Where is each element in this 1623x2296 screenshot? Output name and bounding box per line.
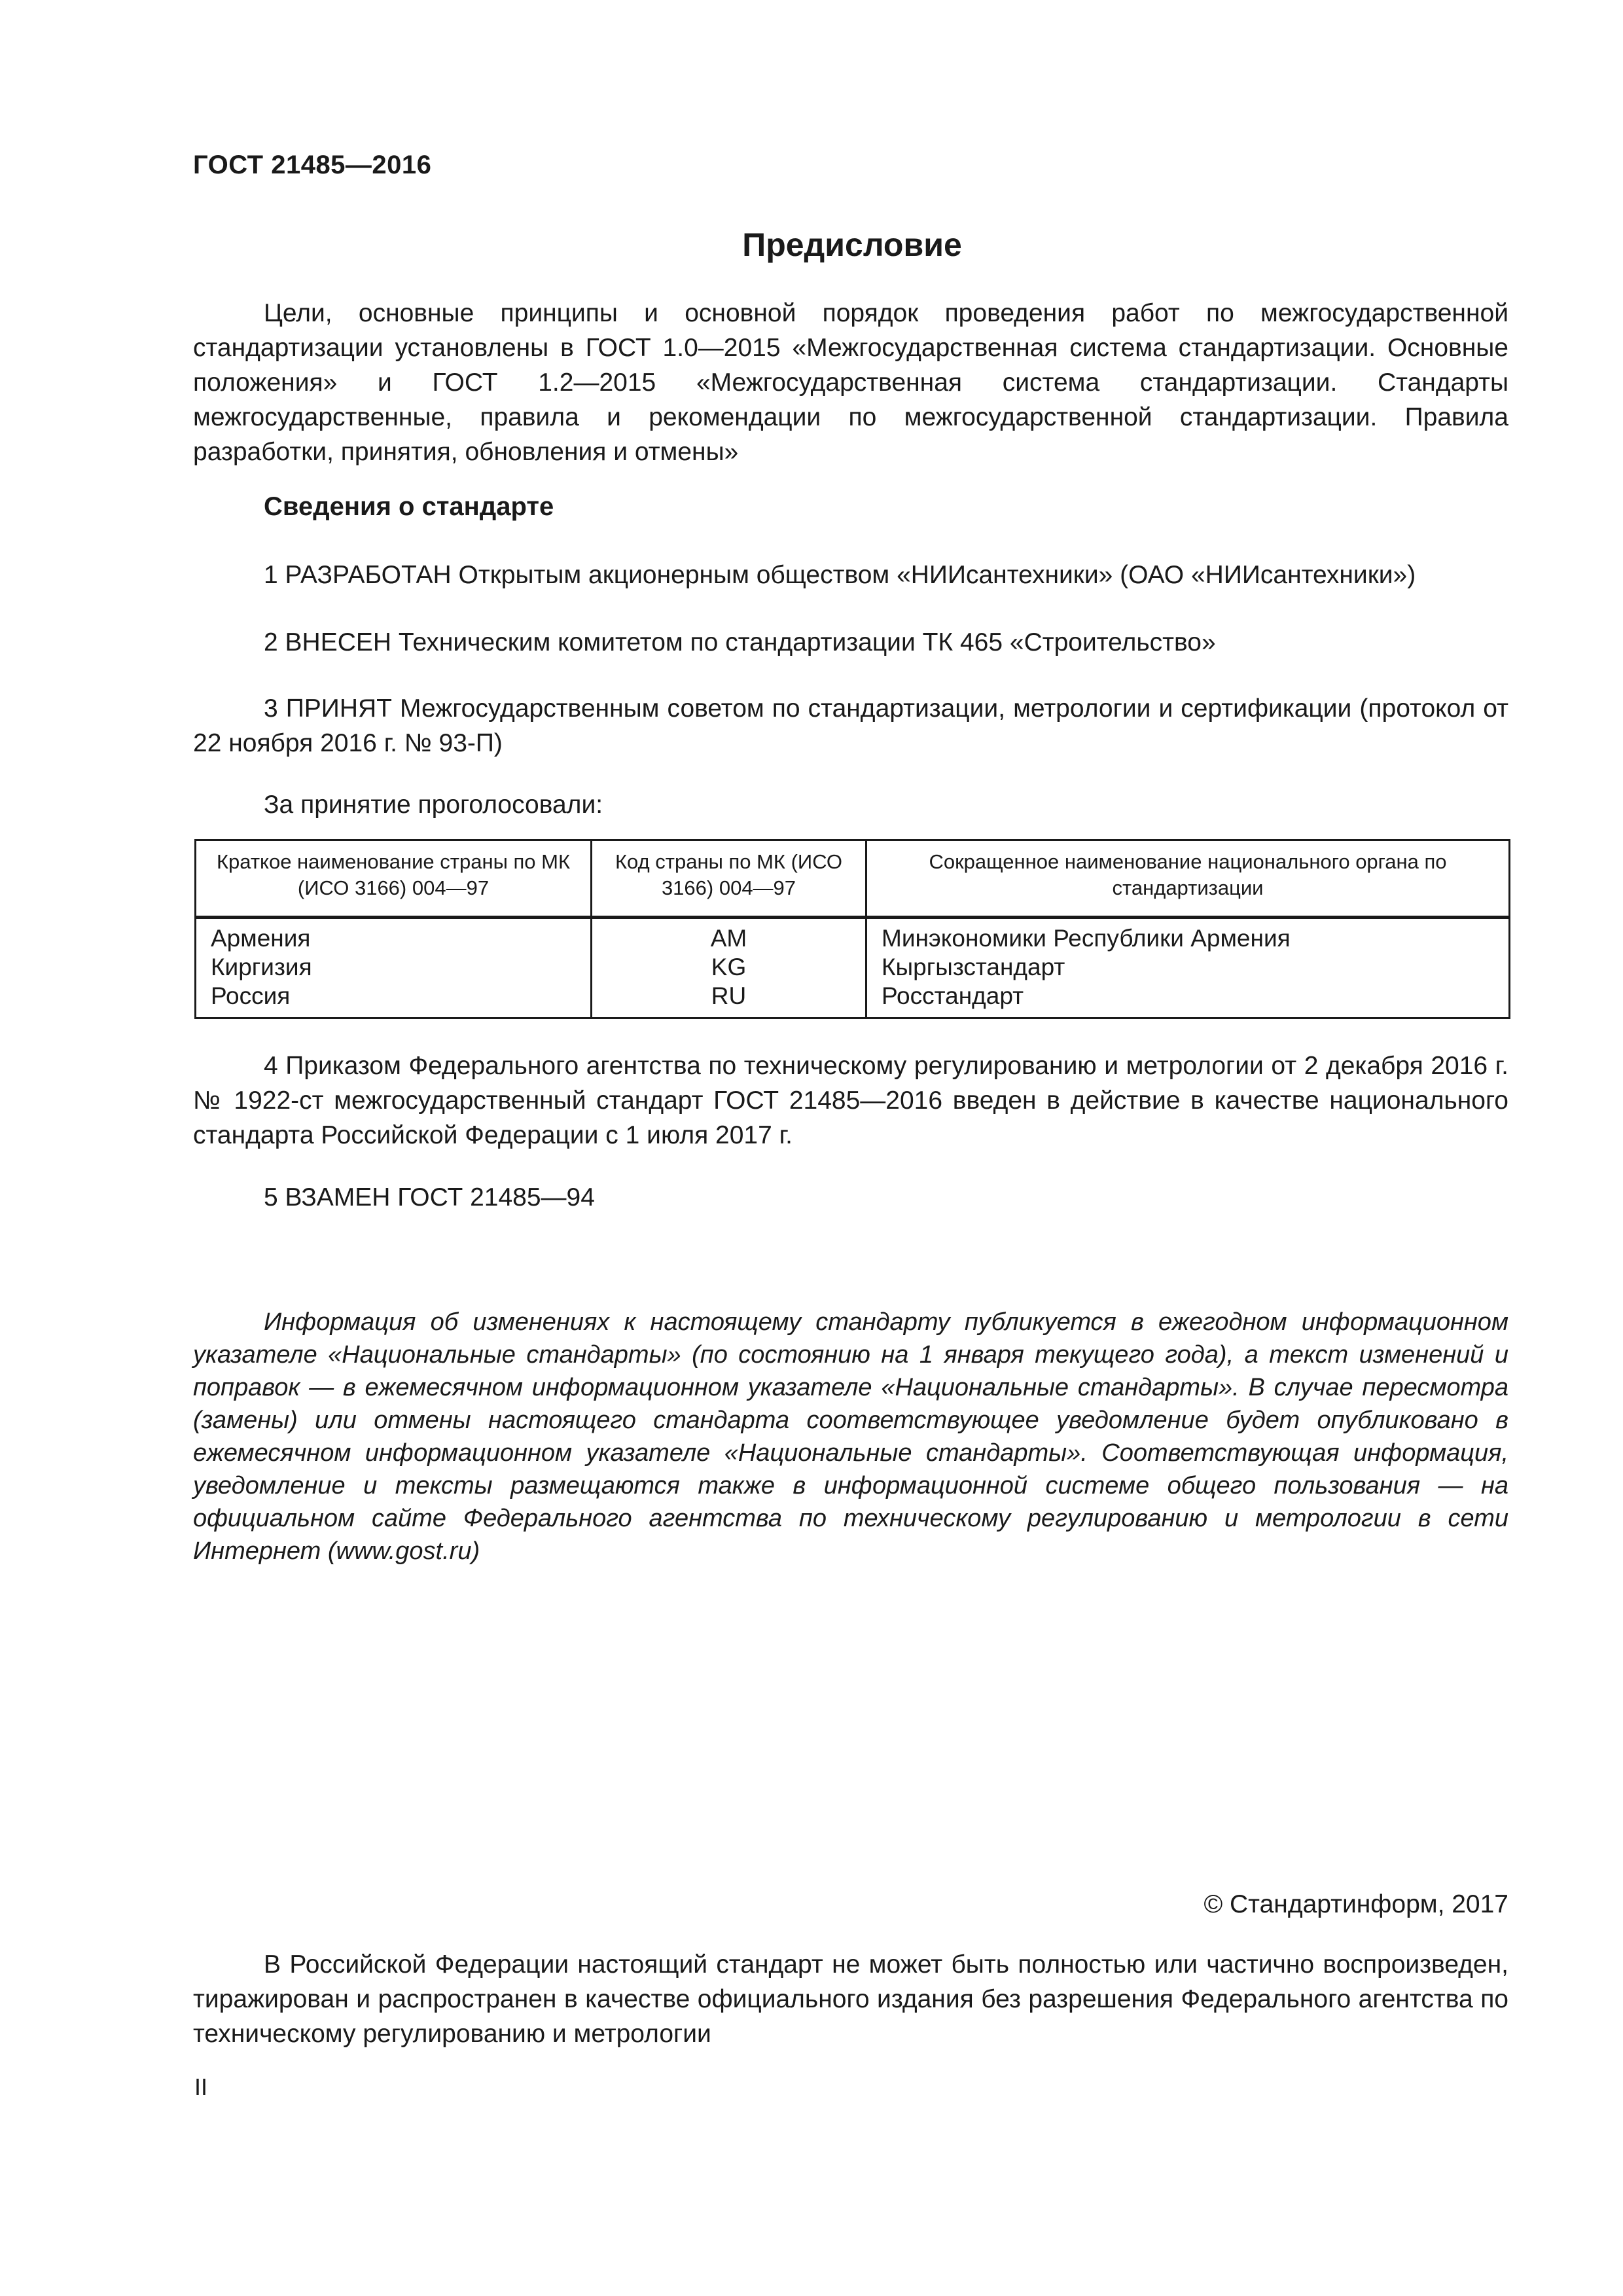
item-developed: 1 РАЗРАБОТАН Открытым акционерным обществом «НИИсантехники» (ОАО «НИИсантехники») — [264, 561, 1416, 589]
vote-label: За принятие проголосовали: — [264, 791, 603, 819]
code-cell — [592, 918, 866, 1018]
page-title: Предисловие — [742, 226, 962, 263]
voting-countries-table — [194, 839, 1510, 1019]
country-name: Киргизия — [211, 954, 312, 980]
national-body: Кыргызстандарт — [882, 954, 1065, 980]
info-heading: Сведения о стандарте — [264, 492, 554, 521]
page-number: II — [194, 2073, 208, 2100]
item-introduced: 2 ВНЕСЕН Техническим комитетом по стандартизации ТК 465 «Строительство» — [264, 628, 1216, 656]
table-header-row — [196, 840, 1510, 918]
country-cell — [196, 918, 592, 1018]
item-enacted: 4 Приказом Федерального агентства по техническому регулированию и метрологии от 2 декабря 2016 г. № 1922-ст межгосударственный стандарт ГОСТ 21485—2016 введен в действие в качестве национального стандарта Российской Федерации с 1 июля 2017 г. — [193, 1052, 1508, 1149]
national-body: Росстандарт — [882, 982, 1024, 1009]
item-replaces: 5 ВЗАМЕН ГОСТ 21485—94 — [264, 1183, 595, 1211]
document-header: ГОСТ 21485—2016 — [193, 151, 432, 179]
column-header-code: Код страны по МК (ИСО 3166) 004—97 — [592, 840, 866, 918]
body-cell — [866, 918, 1510, 1018]
country-name: Россия — [211, 982, 291, 1009]
country-name: Армения — [211, 925, 311, 952]
national-body: Минэкономики Республики Армения — [882, 925, 1291, 952]
table-row — [196, 918, 1510, 1018]
column-header-country: Краткое наименование страны по МК (ИСО 3166) 004—97 — [196, 840, 592, 918]
country-code: AM — [710, 925, 747, 952]
rights-paragraph: В Российской Федерации настоящий стандарт не может быть полностью или частично воспроизведен, тиражирован и распространен в качестве официального издания без разрешения Федерального агентства по техническому регулированию и метрологии — [193, 1950, 1508, 2048]
item-adopted: 3 ПРИНЯТ Межгосударственным советом по стандартизации, метрологии и сертификации (протокол от 22 ноября 2016 г. № 93-П) — [193, 694, 1508, 757]
country-code: RU — [711, 982, 747, 1009]
copyright: © Стандартинформ, 2017 — [1204, 1890, 1508, 1918]
country-code: KG — [711, 954, 747, 980]
intro-paragraph: Цели, основные принципы и основной порядок проведения работ по межгосударственной стандартизации установлены в ГОСТ 1.0—2015 «Межгосударственная система стандартизации. Основные положения» и ГОСТ 1.2—2015 «Межгосударственная система стандартизации. Стандарты межгосударственные, правила и рекомендации по межгосударственной стандартизации. Правила разработки, принятия, обновления и отмены» — [193, 299, 1508, 466]
change-info-paragraph: Информация об изменениях к настоящему стандарту публикуется в ежегодном информационном указателе «Национальные стандарты» (по состоянию на 1 января текущего года), а текст изменений и поправок — в ежемесячном информационном указателе «Национальные стандарты». В случае пересмотра (замены) или отмены настоящего стандарта соответствующее уведомление будет опубликовано в ежемесячном информационном указателе «Национальные стандарты». Соответствующая информация, уведомление и тексты размещаются также в информационной системе общего пользования — на официальном сайте Федерального агентства по техническому регулированию и метрологии в сети Интернет (www.gost.ru) — [193, 1308, 1508, 1565]
column-header-body: Сокращенное наименование национального органа по стандартизации — [866, 840, 1510, 918]
